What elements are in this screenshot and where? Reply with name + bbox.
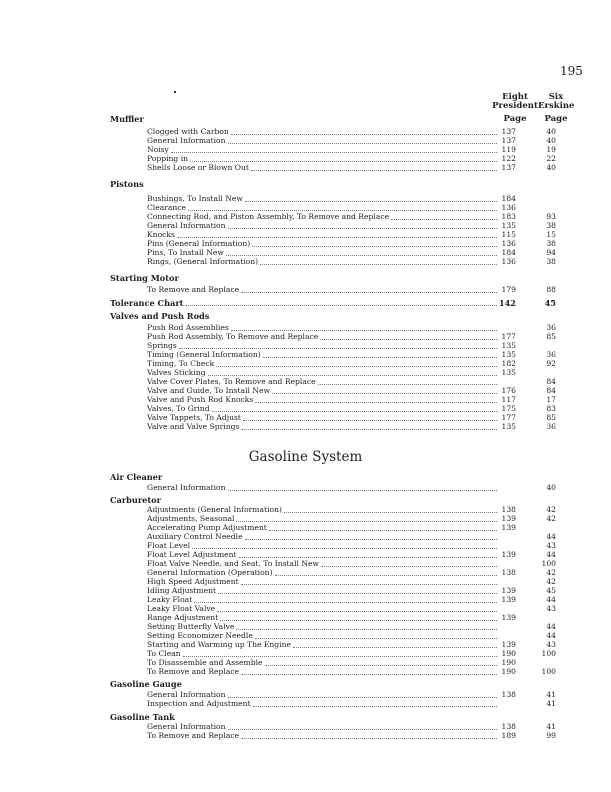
entry-label: Idling Adjustment xyxy=(147,586,217,595)
leader-dots xyxy=(231,134,497,135)
president-page: 184 xyxy=(501,194,516,203)
column-header-president xyxy=(488,93,542,111)
erskine-page: 92 xyxy=(546,359,556,368)
erskine-page: 42 xyxy=(546,577,556,586)
leader-dots xyxy=(236,629,497,630)
president-page: 139 xyxy=(501,640,516,649)
entry-label: Muffler xyxy=(110,114,144,124)
leader-dots xyxy=(171,152,497,153)
erskine-page: 94 xyxy=(546,248,556,257)
president-page: 136 xyxy=(501,239,516,248)
leader-dots xyxy=(255,402,497,403)
erskine-page: 22 xyxy=(546,154,556,163)
entry-label: Tolerance Chart xyxy=(110,298,184,308)
index-entry xyxy=(147,422,556,432)
president-page: 176 xyxy=(501,386,516,395)
entry-label: To Remove and Replace xyxy=(147,285,240,294)
leader-dots xyxy=(228,729,497,730)
entry-label: Valve Cover Plates, To Remove and Replace xyxy=(147,377,316,386)
leader-dots xyxy=(318,384,497,385)
leader-dots xyxy=(228,697,497,698)
president-page: 183 xyxy=(501,212,516,221)
page-number: 195 xyxy=(560,64,583,78)
leader-dots xyxy=(272,393,497,394)
president-page: 177 xyxy=(501,413,516,422)
leader-dots xyxy=(263,357,497,358)
entry-label: Valve and Guide, To Install New xyxy=(147,386,270,395)
president-page: 135 xyxy=(501,341,516,350)
leader-dots xyxy=(212,411,497,412)
president-page: 139 xyxy=(501,586,516,595)
column-page-president: Page xyxy=(503,114,527,124)
erskine-page: 41 xyxy=(546,699,556,708)
president-page: 138 xyxy=(501,722,516,731)
leader-dots xyxy=(216,366,497,367)
entry-label: To Disassemble and Assemble xyxy=(147,658,263,667)
entry-label: Air Cleaner xyxy=(110,472,163,482)
president-page: 179 xyxy=(501,285,516,294)
president-page: 175 xyxy=(501,404,516,413)
entry-label: Push Rod Assemblies xyxy=(147,323,229,332)
leader-dots xyxy=(226,255,497,256)
entry-label: Setting Economizer Needle xyxy=(147,631,253,640)
section-heading xyxy=(110,114,556,124)
president-page: 138 xyxy=(501,690,516,699)
entry-label: Accelerating Pump Adjustment xyxy=(147,523,267,532)
president-page: 190 xyxy=(501,658,516,667)
leader-dots xyxy=(293,647,497,648)
entry-label: Noisy xyxy=(147,145,169,154)
index-entry xyxy=(147,285,556,295)
erskine-page: 42 xyxy=(546,568,556,577)
leader-dots xyxy=(241,674,497,675)
leader-dots xyxy=(265,665,497,666)
leader-dots xyxy=(245,539,497,540)
index-entry xyxy=(147,257,556,267)
erskine-page: 44 xyxy=(546,532,556,541)
leader-dots xyxy=(260,264,497,265)
president-page: 138 xyxy=(501,568,516,577)
index-entry xyxy=(147,483,556,493)
section-heading xyxy=(110,179,556,189)
entry-label: Clogged with Carbon xyxy=(147,127,229,136)
leader-dots xyxy=(245,201,497,202)
entry-label: Bushings, To Install New xyxy=(147,194,243,203)
section-heading xyxy=(110,472,556,482)
leader-dots xyxy=(188,210,497,211)
entry-label: General Information xyxy=(147,221,226,230)
entry-label: Knocks xyxy=(147,230,175,239)
leader-dots xyxy=(220,620,497,621)
erskine-page: 40 xyxy=(546,136,556,145)
erskine-page: 36 xyxy=(546,323,556,332)
entry-label: Timing (General Information) xyxy=(147,350,261,359)
entry-label: Starting and Warming up The Engine xyxy=(147,640,291,649)
entry-label: Starting Motor xyxy=(110,273,179,283)
section-heading xyxy=(110,298,556,308)
erskine-page: 15 xyxy=(546,230,556,239)
leader-dots xyxy=(192,548,497,549)
entry-label: Leaky Float Valve xyxy=(147,604,216,613)
president-page: 139 xyxy=(501,595,516,604)
entry-label: Valves, To Grind xyxy=(147,404,210,413)
entry-label: Rings, (General Information) xyxy=(147,257,259,266)
column-header-line1: Eight xyxy=(502,92,528,102)
erskine-page: 85 xyxy=(546,413,556,422)
leader-dots xyxy=(321,566,497,567)
entry-label: Inspection and Adjustment xyxy=(147,699,251,708)
president-page: 184 xyxy=(501,248,516,257)
section-heading xyxy=(110,495,556,505)
section-heading xyxy=(110,712,556,722)
leader-dots xyxy=(239,557,497,558)
entry-label: General Information xyxy=(147,690,226,699)
erskine-page: 36 xyxy=(546,422,556,431)
index-entry xyxy=(147,731,556,741)
entry-label: Range Adjustment xyxy=(147,613,219,622)
leader-dots xyxy=(236,521,497,522)
entry-label: To Clean xyxy=(147,649,181,658)
section-title: Gasoline System xyxy=(248,449,363,465)
leader-dots xyxy=(190,161,497,162)
leader-dots xyxy=(284,512,497,513)
column-header-line1: Six xyxy=(548,92,564,102)
entry-label: General Information xyxy=(147,136,226,145)
entry-label: Float Level Adjustment xyxy=(147,550,237,559)
entry-label: Popping in xyxy=(147,154,189,163)
erskine-page: 43 xyxy=(546,541,556,550)
president-page: 115 xyxy=(501,230,516,239)
president-page: 135 xyxy=(501,368,516,377)
entry-label: Valve and Push Rod Knocks xyxy=(147,395,254,404)
leader-dots xyxy=(253,706,497,707)
leader-dots xyxy=(251,170,497,171)
entry-label: Adjustments, Seasonal xyxy=(147,514,235,523)
erskine-page: 40 xyxy=(546,483,556,492)
entry-label: Adjustments (General Information) xyxy=(147,505,282,514)
president-page: 119 xyxy=(501,145,516,154)
leader-dots xyxy=(177,237,497,238)
erskine-page: 84 xyxy=(546,386,556,395)
column-page-erskine: Page xyxy=(544,114,568,124)
section-heading xyxy=(110,679,556,689)
president-page: 135 xyxy=(501,422,516,431)
entry-label: Timing, To Check xyxy=(147,359,215,368)
leader-dots xyxy=(231,330,497,331)
entry-label: Pins, To Install New xyxy=(147,248,224,257)
index-entry xyxy=(147,667,556,677)
president-page: 182 xyxy=(501,359,516,368)
leader-dots xyxy=(320,339,497,340)
president-page: 139 xyxy=(501,514,516,523)
erskine-page: 41 xyxy=(546,690,556,699)
leader-dots xyxy=(269,530,497,531)
president-page: 138 xyxy=(501,505,516,514)
entry-label: Valves and Push Rods xyxy=(110,311,210,321)
leader-dots xyxy=(217,611,497,612)
president-page: 139 xyxy=(501,550,516,559)
leader-dots xyxy=(218,593,497,594)
leader-dots xyxy=(241,584,497,585)
column-header-line2: Erskine xyxy=(538,101,575,111)
erskine-page: 45 xyxy=(544,298,556,308)
entry-label: Float Level xyxy=(147,541,191,550)
entry-label: General Information (Operation) xyxy=(147,568,273,577)
erskine-page: 85 xyxy=(546,332,556,341)
erskine-page: 40 xyxy=(546,163,556,172)
erskine-page: 100 xyxy=(541,667,556,676)
entry-label: High Speed Adjustment xyxy=(147,577,239,586)
entry-label: Setting Butterfly Valve xyxy=(147,622,235,631)
entry-label: Clearance xyxy=(147,203,187,212)
erskine-page: 40 xyxy=(546,127,556,136)
print-speck xyxy=(174,91,176,93)
leader-dots xyxy=(241,738,497,739)
entry-label: Shells Loose or Blown Out xyxy=(147,163,249,172)
index-entry xyxy=(147,699,556,709)
entry-label: Pins (General Information) xyxy=(147,239,251,248)
entry-label: To Remove and Replace xyxy=(147,731,240,740)
president-page: 142 xyxy=(498,298,516,308)
president-page: 122 xyxy=(501,154,516,163)
entry-label: Valve Tappets, To Adjust xyxy=(147,413,241,422)
president-page: 137 xyxy=(501,127,516,136)
erskine-page: 93 xyxy=(546,212,556,221)
section-heading xyxy=(110,273,556,283)
leader-dots xyxy=(275,575,497,576)
entry-label: Push Rod Assembly, To Remove and Replace xyxy=(147,332,319,341)
president-page: 137 xyxy=(501,163,516,172)
erskine-page: 42 xyxy=(546,505,556,514)
entry-label: Carburetor xyxy=(110,495,161,505)
entry-label: Pistons xyxy=(110,179,144,189)
president-page: 177 xyxy=(501,332,516,341)
leader-dots xyxy=(241,429,497,430)
column-header-line2: President xyxy=(492,101,538,111)
erskine-page: 45 xyxy=(546,586,556,595)
president-page: 136 xyxy=(501,257,516,266)
entry-label: Leaky Float xyxy=(147,595,193,604)
erskine-page: 44 xyxy=(546,622,556,631)
erskine-page: 38 xyxy=(546,239,556,248)
entry-label: To Remove and Replace xyxy=(147,667,240,676)
entry-label: Connecting Rod, and Piston Assembly, To Remove and Replace xyxy=(147,212,390,221)
president-page: 135 xyxy=(501,221,516,230)
erskine-page: 17 xyxy=(546,395,556,404)
entry-label: Float Valve Needle, and Seat, To Install New xyxy=(147,559,319,568)
erskine-page: 41 xyxy=(546,722,556,731)
entry-label: General Information xyxy=(147,483,226,492)
column-header-erskine xyxy=(538,93,574,111)
index-entry xyxy=(147,163,556,173)
erskine-page: 38 xyxy=(546,221,556,230)
erskine-page: 83 xyxy=(546,404,556,413)
leader-dots xyxy=(228,228,497,229)
president-page: 137 xyxy=(501,136,516,145)
erskine-page: 44 xyxy=(546,595,556,604)
erskine-page: 44 xyxy=(546,631,556,640)
leader-dots xyxy=(255,638,497,639)
leader-dots xyxy=(252,246,497,247)
leader-dots xyxy=(183,656,497,657)
entry-label: Valve and Valve Springs xyxy=(147,422,240,431)
leader-dots xyxy=(194,602,497,603)
president-page: 117 xyxy=(501,395,516,404)
president-page: 190 xyxy=(501,649,516,658)
leader-dots xyxy=(179,348,497,349)
entry-label: Gasoline Gauge xyxy=(110,679,182,689)
leader-dots xyxy=(241,292,497,293)
entry-label: Auxiliary Control Needle xyxy=(147,532,243,541)
erskine-page: 19 xyxy=(546,145,556,154)
entry-label: Valves Sticking xyxy=(147,368,206,377)
leader-dots xyxy=(391,219,497,220)
erskine-page: 100 xyxy=(541,559,556,568)
leader-dots xyxy=(228,143,497,144)
erskine-page: 100 xyxy=(541,649,556,658)
erskine-page: 43 xyxy=(546,640,556,649)
leader-dots xyxy=(185,305,497,306)
entry-label: General Information xyxy=(147,722,226,731)
erskine-page: 44 xyxy=(546,550,556,559)
erskine-page: 38 xyxy=(546,257,556,266)
president-page: 136 xyxy=(501,203,516,212)
section-heading xyxy=(110,311,556,321)
leader-dots xyxy=(208,375,497,376)
entry-label: Gasoline Tank xyxy=(110,712,175,722)
erskine-page: 88 xyxy=(546,285,556,294)
president-page: 135 xyxy=(501,350,516,359)
president-page: 190 xyxy=(501,667,516,676)
erskine-page: 43 xyxy=(546,604,556,613)
erskine-page: 99 xyxy=(546,731,556,740)
leader-dots xyxy=(228,490,497,491)
president-page: 139 xyxy=(501,613,516,622)
erskine-page: 42 xyxy=(546,514,556,523)
president-page: 189 xyxy=(501,731,516,740)
erskine-page: 36 xyxy=(546,350,556,359)
entry-label: Springs xyxy=(147,341,177,350)
president-page: 139 xyxy=(501,523,516,532)
erskine-page: 84 xyxy=(546,377,556,386)
leader-dots xyxy=(243,420,497,421)
